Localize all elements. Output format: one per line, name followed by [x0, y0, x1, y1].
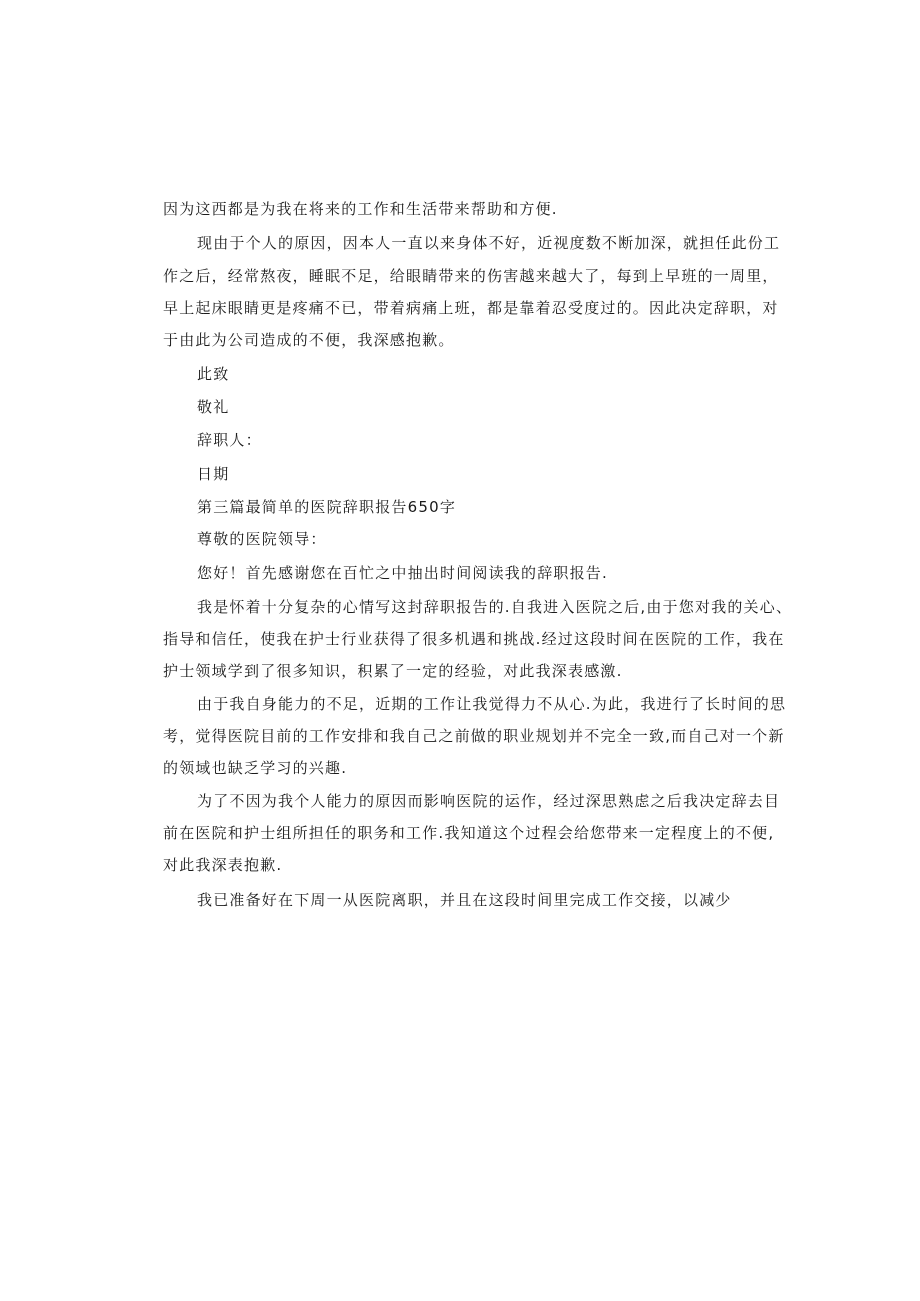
text-line: 为了不因为我个人能力的原因而影响医院的运作，经过深思熟虑之后我决定辞去目	[197, 792, 781, 810]
text-line: 我已准备好在下周一从医院离职，并且在这段时间里完成工作交接，以减少	[197, 891, 732, 909]
text-line: 因为这西都是为我在将来的工作和生活带来帮助和方便.	[163, 200, 558, 218]
text-line: 早上起床眼睛更是疼痛不已，带着病痛上班，都是靠着忍受度过的。因此决定辞职，对	[163, 299, 779, 317]
date-line: 日期	[197, 465, 230, 483]
text-line: 前在医院和护士组所担任的职务和工作.我知道这个过程会给您带来一定程度上的不便,	[163, 824, 775, 842]
text-line: 于由此为公司造成的不便，我深感抱歉。	[163, 331, 455, 349]
text-line: 我是怀着十分复杂的心情写这封辞职报告的.自我进入医院之后,由于您对我的关心、	[197, 598, 793, 616]
text-line: 护士领域学到了很多知识，积累了一定的经验，对此我深表感激.	[163, 662, 623, 680]
salutation-line: 尊敬的医院领导：	[197, 530, 327, 548]
closing-line: 此致	[197, 365, 230, 383]
text-line: 现由于个人的原因，因本人一直以来身体不好，近视度数不断加深，就担任此份工	[197, 234, 781, 252]
signature-line: 辞职人：	[197, 431, 262, 449]
section-heading: 第三篇最简单的医院辞职报告650字	[197, 498, 457, 516]
text-line: 指导和信任，使我在护士行业获得了很多机遇和挑战.经过这段时间在医院的工作，我在	[163, 630, 785, 648]
text-line: 作之后，经常熬夜，睡眠不足，给眼睛带来的伤害越来越大了，每到上早班的一周里，	[163, 267, 779, 285]
text-line: 由于我自身能力的不足，近期的工作让我觉得力不从心.为此，我进行了长时间的思	[197, 695, 787, 713]
text-line: 您好！首先感谢您在百忙之中抽出时间阅读我的辞职报告.	[197, 564, 608, 582]
text-line: 的领域也缺乏学习的兴趣.	[163, 759, 348, 777]
closing-line: 敬礼	[197, 398, 230, 416]
text-line: 对此我深表抱歉.	[163, 856, 283, 874]
text-line: 考，觉得医院目前的工作安排和我自己之前做的职业规划并不完全一致,而自己对一个新	[163, 727, 785, 745]
